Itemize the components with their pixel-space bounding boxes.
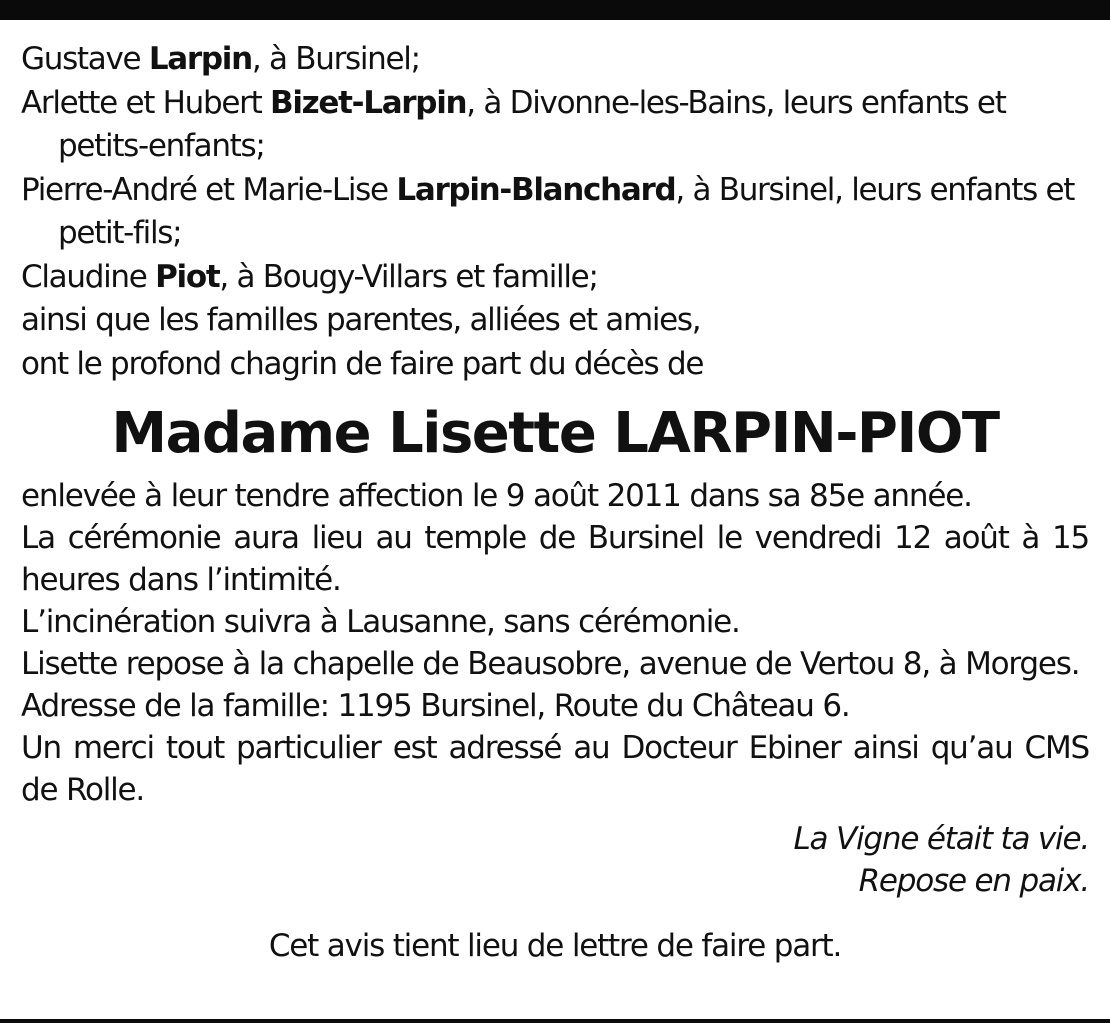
detail-paragraph: Un merci tout particulier est adressé au Docteur Ebiner ainsi qu’au CMS de Rolle. [21,730,1089,808]
family-member-location: , à Bougy-Villars et famille; [219,258,598,295]
detail-paragraph: Lisette repose à la chapelle de Beausobre, avenue de Vertou 8, à Morges. [21,646,1080,682]
quote-line: La Vigne était ta vie. [793,821,1089,857]
family-member-name: Claudine [21,258,156,295]
detail-paragraph: L’incinération suivra à Lausanne, sans cérémonie. [21,604,740,640]
family-member-line [21,169,1089,256]
bottom-border-rule [0,1019,1110,1023]
announcement-intro [21,299,1089,386]
family-member-name: Arlette et Hubert [21,84,271,121]
deceased-name: Madame Lisette LARPIN-PIOT [111,401,999,466]
family-list [21,38,1089,299]
intro-line: ont le profond chagrin de faire part du décès de [21,345,704,382]
family-member-line [21,82,1089,169]
top-border-bar [0,0,1110,20]
quote-line: Repose en paix. [858,863,1089,899]
family-surname: Larpin [148,41,252,77]
detail-paragraph: La cérémonie aura lieu au temple de Bursinel le vendredi 12 août à 15 heures dans l’intimité. [21,520,1089,598]
family-member-line [21,256,1089,300]
family-member-name: Pierre-André et Marie-Lise [21,171,397,208]
detail-paragraph: enlevée à leur tendre affection le 9 août 2011 dans sa 85e année. [21,478,972,514]
family-member-name: Gustave [21,41,149,77]
family-member-location: , à Bursinel; [251,41,420,77]
intro-line: ainsi que les familles parentes, alliées et amies, [21,302,701,338]
ceremony-details [21,475,1089,811]
farewell-quote [21,818,1089,902]
family-surname: Piot [155,258,220,295]
family-member-location: , à Divonne-les-Bains, leurs enfants et petits-enfants; [58,84,1006,164]
family-surname: Larpin-Blanchard [396,171,676,208]
family-member-line [21,38,1089,82]
detail-paragraph: Adresse de la famille: 1195 Bursinel, Route du Château 6. [21,688,850,724]
family-member-location: , à Bursinel, leurs enfants et petit-fils; [58,171,1075,251]
footer-note: Cet avis tient lieu de lettre de faire part. [268,928,842,964]
family-surname: Bizet-Larpin [270,84,467,121]
obituary-notice [21,38,1089,967]
